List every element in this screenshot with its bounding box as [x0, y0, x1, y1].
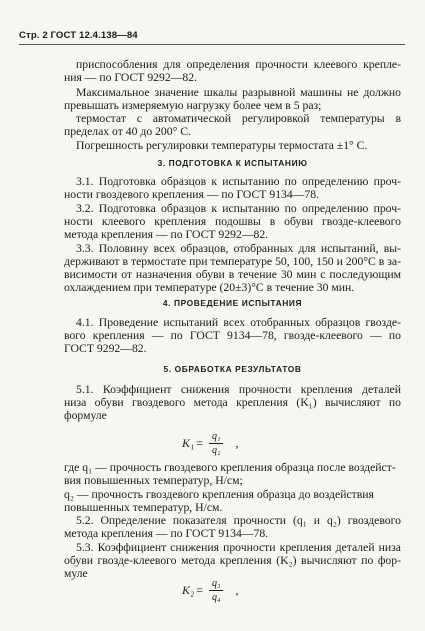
formula-fraction — [209, 431, 223, 456]
text-line: низа обуви гвоздевого метода крепления (K₁) вычисляют по — [64, 396, 401, 409]
formula-comma: , — [235, 583, 239, 597]
formula-lhs: K₁ — [182, 436, 195, 450]
text-line: превышать измеряемую нагрузку более чем в 5 раз; — [64, 99, 322, 112]
page-header: Стр. 2 ГОСТ 12.4.138—84 — [19, 30, 138, 41]
formula-numerator: q₁ — [209, 431, 223, 444]
text-line: повышенных температур, Н/см. — [64, 501, 223, 514]
formula-denominator: q₄ — [211, 592, 221, 603]
text-line: ности гвоздевого крепления — по ГОСТ 9134—78. — [64, 188, 320, 201]
section-heading: 5. ОБРАБОТКА РЕЗУЛЬТАТОВ — [163, 364, 302, 374]
text-line: держивают в термостате при температуре 50, 100, 150 и 200°С в за- — [64, 255, 401, 268]
formula-equals: = — [196, 583, 203, 597]
text-line: вого крепления — по ГОСТ 9134—78, гвоздe-клеевого — по — [64, 329, 401, 342]
header-rule — [19, 44, 405, 45]
formula — [182, 431, 238, 456]
text-line: приспособления для определения прочности клеевого крепле- — [76, 58, 401, 71]
text-line: 5.3. Коэффициент снижения прочности крепления деталей низа — [76, 541, 401, 554]
text-line: 3.1. Подготовка образцов к испытанию по определению проч- — [76, 175, 401, 188]
text-line: 3.3. Половину всех образцов, отобранных для испытаний, вы- — [76, 242, 401, 255]
text-line: q₂ — прочность гвоздевого крепления образца до воздействия — [64, 488, 374, 501]
text-line: формуле — [64, 409, 107, 422]
text-line: 5.2. Определение показателя прочности (q₁ и q₂) гвоздевого — [76, 514, 401, 527]
text-line: охлаждением при температуре (20±3)°С в течение 30 мин. — [64, 281, 355, 294]
formula-comma: , — [235, 436, 239, 450]
text-line: вия повышенных температур, Н/см; — [64, 474, 243, 487]
formula-lhs: K₂ — [182, 583, 195, 597]
text-line: метода крепления — по ГОСТ 9292—82. — [64, 228, 269, 241]
text-line: ния — по ГОСТ 9292—82. — [64, 71, 198, 84]
text-line: термостат с автоматической регулировкой температуры в — [76, 112, 401, 125]
text-line: Максимальное значение шкалы разрывной машины не должно — [76, 86, 401, 99]
text-line: Погрешность регулировки температуры термостата ±1° С. — [76, 139, 368, 152]
formula — [182, 578, 238, 603]
text-line: пределах от 40 до 200° C. — [64, 125, 191, 138]
text-line: висимости от назначения обуви в течение 30 мин с последующим — [64, 268, 401, 281]
text-line: муле — [64, 567, 88, 580]
formula-equals: = — [196, 436, 203, 450]
text-line: где q₁ — прочность гвоздевого крепления образца после воздейст- — [64, 461, 396, 474]
text-line: ГОСТ 9292—82. — [64, 342, 147, 355]
text-line: ности клеевого крепления подошвы в обуви гвоздe-клеевого — [64, 215, 401, 228]
text-line: обуви гвоздe-клеевого метода крепления (K₂) вычисляют по фор- — [64, 554, 401, 567]
text-line: 5.1. Коэффициент снижения прочности крепления деталей — [76, 383, 401, 396]
text-line: 3.2. Подготовка образцов к испытанию по определению проч- — [76, 202, 401, 215]
section-heading: 4. ПРОВЕДЕНИЕ ИСПЫТАНИЯ — [162, 298, 303, 308]
formula-fraction — [209, 578, 223, 603]
section-heading: 3. ПОДГОТОВКА К ИСПЫТАНИЮ — [157, 158, 308, 168]
text-line: метода крепления — по ГОСТ 9134—78. — [64, 527, 269, 540]
formula-numerator: q₃ — [209, 578, 223, 591]
formula-denominator: q₂ — [211, 445, 221, 456]
text-line: 4.1. Проведение испытаний всех отобранных образцов гвозде- — [76, 316, 401, 329]
